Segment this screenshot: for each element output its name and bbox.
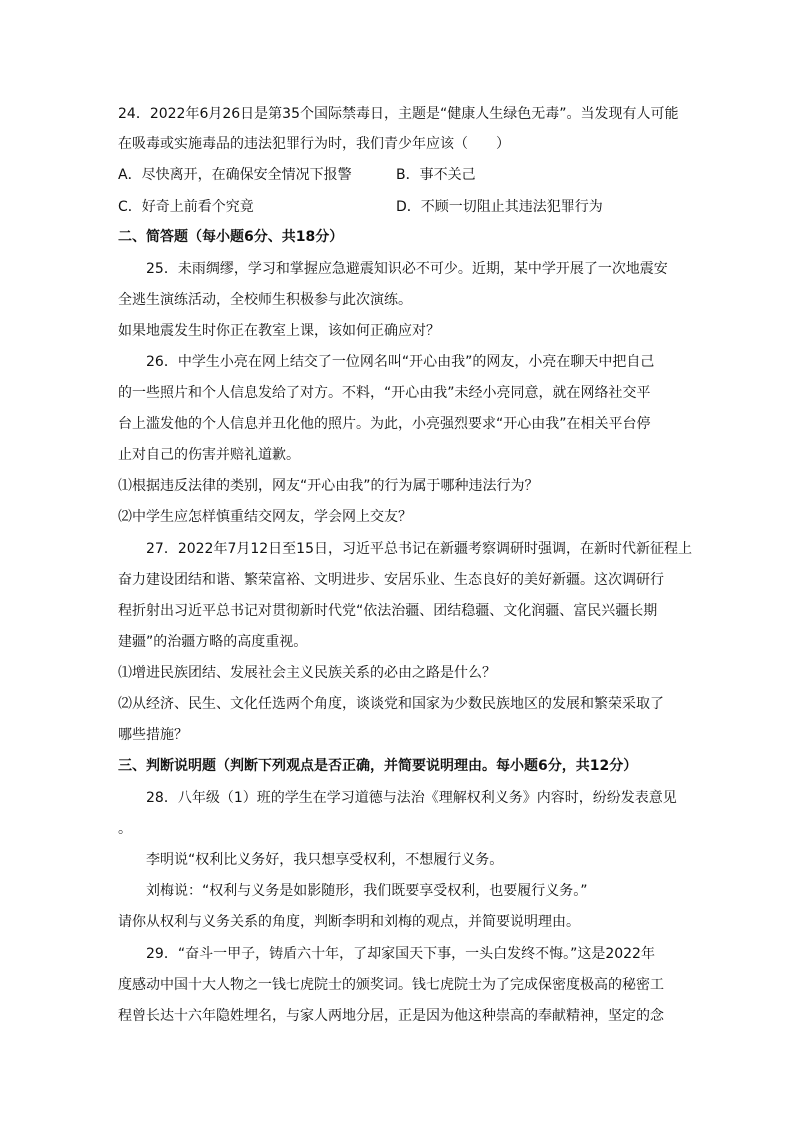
q24-option-c: C．好奇上前看个究竟 xyxy=(118,199,254,215)
q29-line-2: 度感动中国十大人物之一钱七虎院士的颁奖词。钱七虎院士为了完成保密度极高的秘密工 xyxy=(118,977,664,993)
q28-line-5: 请你从权利与义务关系的角度，判断李明和刘梅的观点，并简要说明理由。 xyxy=(118,914,580,930)
q28-line-1: 28．八年级（1）班的学生在学习道德与法治《理解权利义务》内容时，纷纷发表意见 xyxy=(146,790,677,806)
q26-sub-1: ⑴根据违反法律的类别，网友“开心由我”的行为属于哪种违法行为？ xyxy=(118,478,539,494)
q26-line-1: 26．中学生小亮在网上结交了一位网名叫“开心由我”的网友，小亮在聊天中把自己 xyxy=(146,354,655,370)
q27-line-1: 27．2022年7月12日至15日，习近平总书记在新疆考察调研时强调，在新时代新征程上 xyxy=(146,541,692,557)
q28-line-2: 。 xyxy=(118,821,132,837)
q26-line-3: 台上滥发他的个人信息并丑化他的照片。为此，小亮强烈要求“开心由我”在相关平台停 xyxy=(118,416,651,432)
q25-line-2: 全逃生演练活动，全校师生积极参与此次演练。 xyxy=(118,292,412,308)
q27-line-4: 建疆”的治疆方略的高度重视。 xyxy=(118,634,308,650)
section-3-title: 三、判断说明题（判断下列观点是否正确，并简要说明理由。每小题6分，共12分） xyxy=(118,758,638,774)
q24-option-d: D．不顾一切阻止其违法犯罪行为 xyxy=(396,199,603,215)
q29-line-1: 29．“奋斗一甲子，铸盾六十年，了却家国天下事，一头白发终不悔。”这是2022年 xyxy=(146,946,655,962)
q24-line-2: 在吸毒或实施毒品的违法犯罪行为时，我们青少年应该（ ） xyxy=(118,136,510,152)
q24-option-b: B．事不关己 xyxy=(396,167,476,183)
q27-line-3: 程折射出习近平总书记对贯彻新时代党“依法治疆、团结稳疆、文化润疆、富民兴疆长期 xyxy=(118,603,658,619)
q24-line-1: 24．2022年6月26日是第35个国际禁毒日，主题是“健康人生绿色无毒”。当发现有人可能 xyxy=(118,106,679,122)
q27-sub-2-line-1: ⑵从经济、民生、文化任选两个角度，谈谈党和国家为少数民族地区的发展和繁荣采取了 xyxy=(118,696,664,712)
q27-sub-1: ⑴增进民族团结、发展社会主义民族关系的必由之路是什么？ xyxy=(118,665,496,681)
q26-sub-2: ⑵中学生应怎样慎重结交网友，学会网上交友？ xyxy=(118,509,412,525)
q28-line-4: 刘梅说：“权利与义务是如影随形，我们既要享受权利，也要履行义务。” xyxy=(146,883,588,899)
q28-line-3: 李明说“权利比义务好，我只想享受权利，不想履行义务。 xyxy=(146,852,504,868)
q25-line-1: 25．未雨绸缪，学习和掌握应急避震知识必不可少。近期，某中学开展了一次地震安 xyxy=(146,261,668,277)
section-2-title: 二、简答题（每小题6分、共18分） xyxy=(118,229,344,245)
q27-line-2: 奋力建设团结和谐、繁荣富裕、文明进步、安居乐业、生态良好的美好新疆。这次调研行 xyxy=(118,572,664,588)
q24-option-a: A．尽快离开，在确保安全情况下报警 xyxy=(118,167,352,183)
q27-sub-2-line-2: 哪些措施？ xyxy=(118,727,188,743)
q25-line-3: 如果地震发生时你正在教室上课，该如何正确应对？ xyxy=(118,323,440,339)
q26-line-4: 止对自己的伤害并赔礼道歉。 xyxy=(118,447,300,463)
q26-line-2: 的一些照片和个人信息发给了对方。不料，“开心由我”未经小亮同意，就在网络社交平 xyxy=(118,385,651,401)
q29-line-3: 程曾长达十六年隐姓埋名，与家人两地分居，正是因为他这种崇高的奉献精神，坚定的念 xyxy=(118,1008,664,1024)
